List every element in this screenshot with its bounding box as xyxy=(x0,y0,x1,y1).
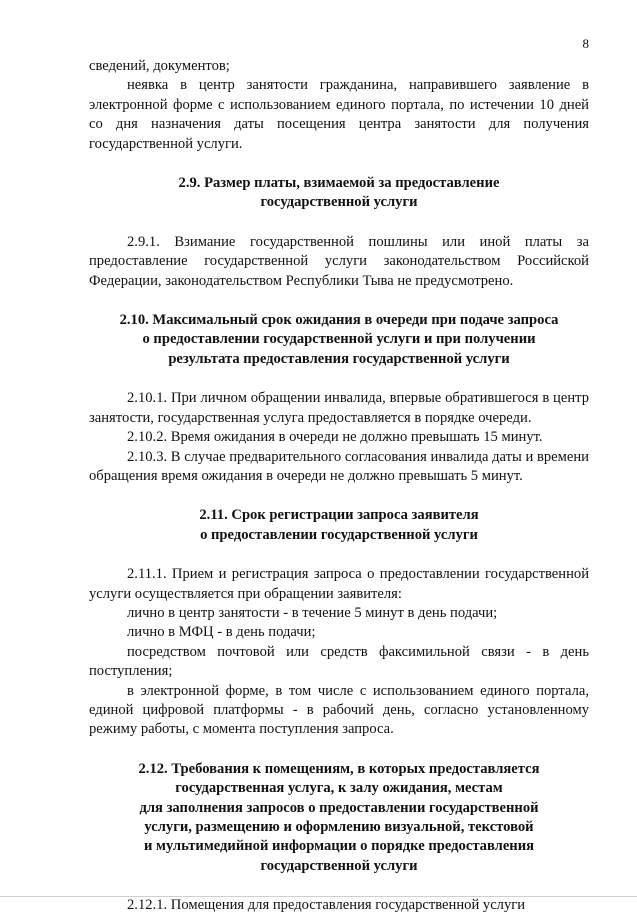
heading-line: государственной услуги xyxy=(260,194,418,211)
paragraph-2-12-1: 2.12.1. Помещения для предоставления государственной услуги xyxy=(127,897,526,914)
section-2-12-heading xyxy=(89,760,589,876)
heading-line: результата предоставления государственной услуги xyxy=(168,350,510,367)
heading-line: о предоставлении государственной услуги и при получении xyxy=(142,331,536,348)
paragraph-2-10-2: 2.10.2. Время ожидания в очереди не должно превышать 15 минут. xyxy=(127,429,543,446)
list-item: лично в МФЦ - в день подачи; xyxy=(127,624,316,641)
list-item: лично в центр занятости - в течение 5 минут в день подачи; xyxy=(127,604,498,621)
section-2-9-heading xyxy=(89,174,589,213)
paragraph-2-9-1: 2.9.1. Взимание государственной пошлины или иной платы за предоставление государственной услуги законодательством Российской Федерации, законодательством Республики Тыва не предусмотрено. xyxy=(89,233,589,289)
heading-line: и мультимедийной информации о порядке предоставления xyxy=(143,838,535,855)
heading-line: услуги, размещению и оформлению визуальной, текстовой xyxy=(144,819,534,835)
list-item: в электронной форме, в том числе с использованием единого портала, единой цифровой платформы - в рабочий день, согласно установленному режиму работы, с момента поступления запроса. xyxy=(89,682,589,738)
heading-line: 2.12. Требования к помещениям, в которых предоставляется xyxy=(138,760,540,777)
list-item: посредством почтовой или средств факсимильной связи - в день поступления; xyxy=(89,643,589,680)
intro-line: сведений, документов; xyxy=(89,58,230,74)
heading-line: 2.11. Срок регистрации запроса заявителя xyxy=(199,507,479,524)
scan-edge-line xyxy=(0,896,637,897)
page-number: 8 xyxy=(582,36,589,51)
heading-line: государственной услуги xyxy=(260,857,418,874)
heading-line: о предоставлении государственной услуги xyxy=(200,526,478,543)
paragraph-2-10-3: 2.10.3. В случае предварительного согласования инвалида даты и времени обращения время ожидания в очереди не должно превышать 5 минут. xyxy=(89,448,589,484)
paragraph-2-11-1: 2.11.1. Прием и регистрация запроса о предоставлении государственной услуги осуществляется при обращении заявителя: xyxy=(89,566,589,602)
heading-line: 2.9. Размер платы, взимаемой за предоставление xyxy=(178,175,500,192)
heading-line: для заполнения запросов о предоставлении государственной xyxy=(139,799,539,816)
section-2-10-heading xyxy=(89,311,589,369)
heading-line: 2.10. Максимальный срок ожидания в очереди при подаче запроса xyxy=(119,312,559,329)
paragraph-2-10-1: 2.10.1. При личном обращении инвалида, впервые обратившегося в центр занятости, государственная услуга предоставляется в порядке очереди. xyxy=(89,390,589,426)
heading-line: государственная услуга, к залу ожидания, местам xyxy=(175,780,503,797)
section-2-11-heading xyxy=(89,506,589,545)
intro-paragraph: неявка в центр занятости гражданина, направившего заявление в электронной форме с использованием единого портала, по истечении 10 дней со дня назначения даты посещения центра занятости для получения государственной услуги. xyxy=(89,77,589,152)
document-body xyxy=(89,57,589,916)
